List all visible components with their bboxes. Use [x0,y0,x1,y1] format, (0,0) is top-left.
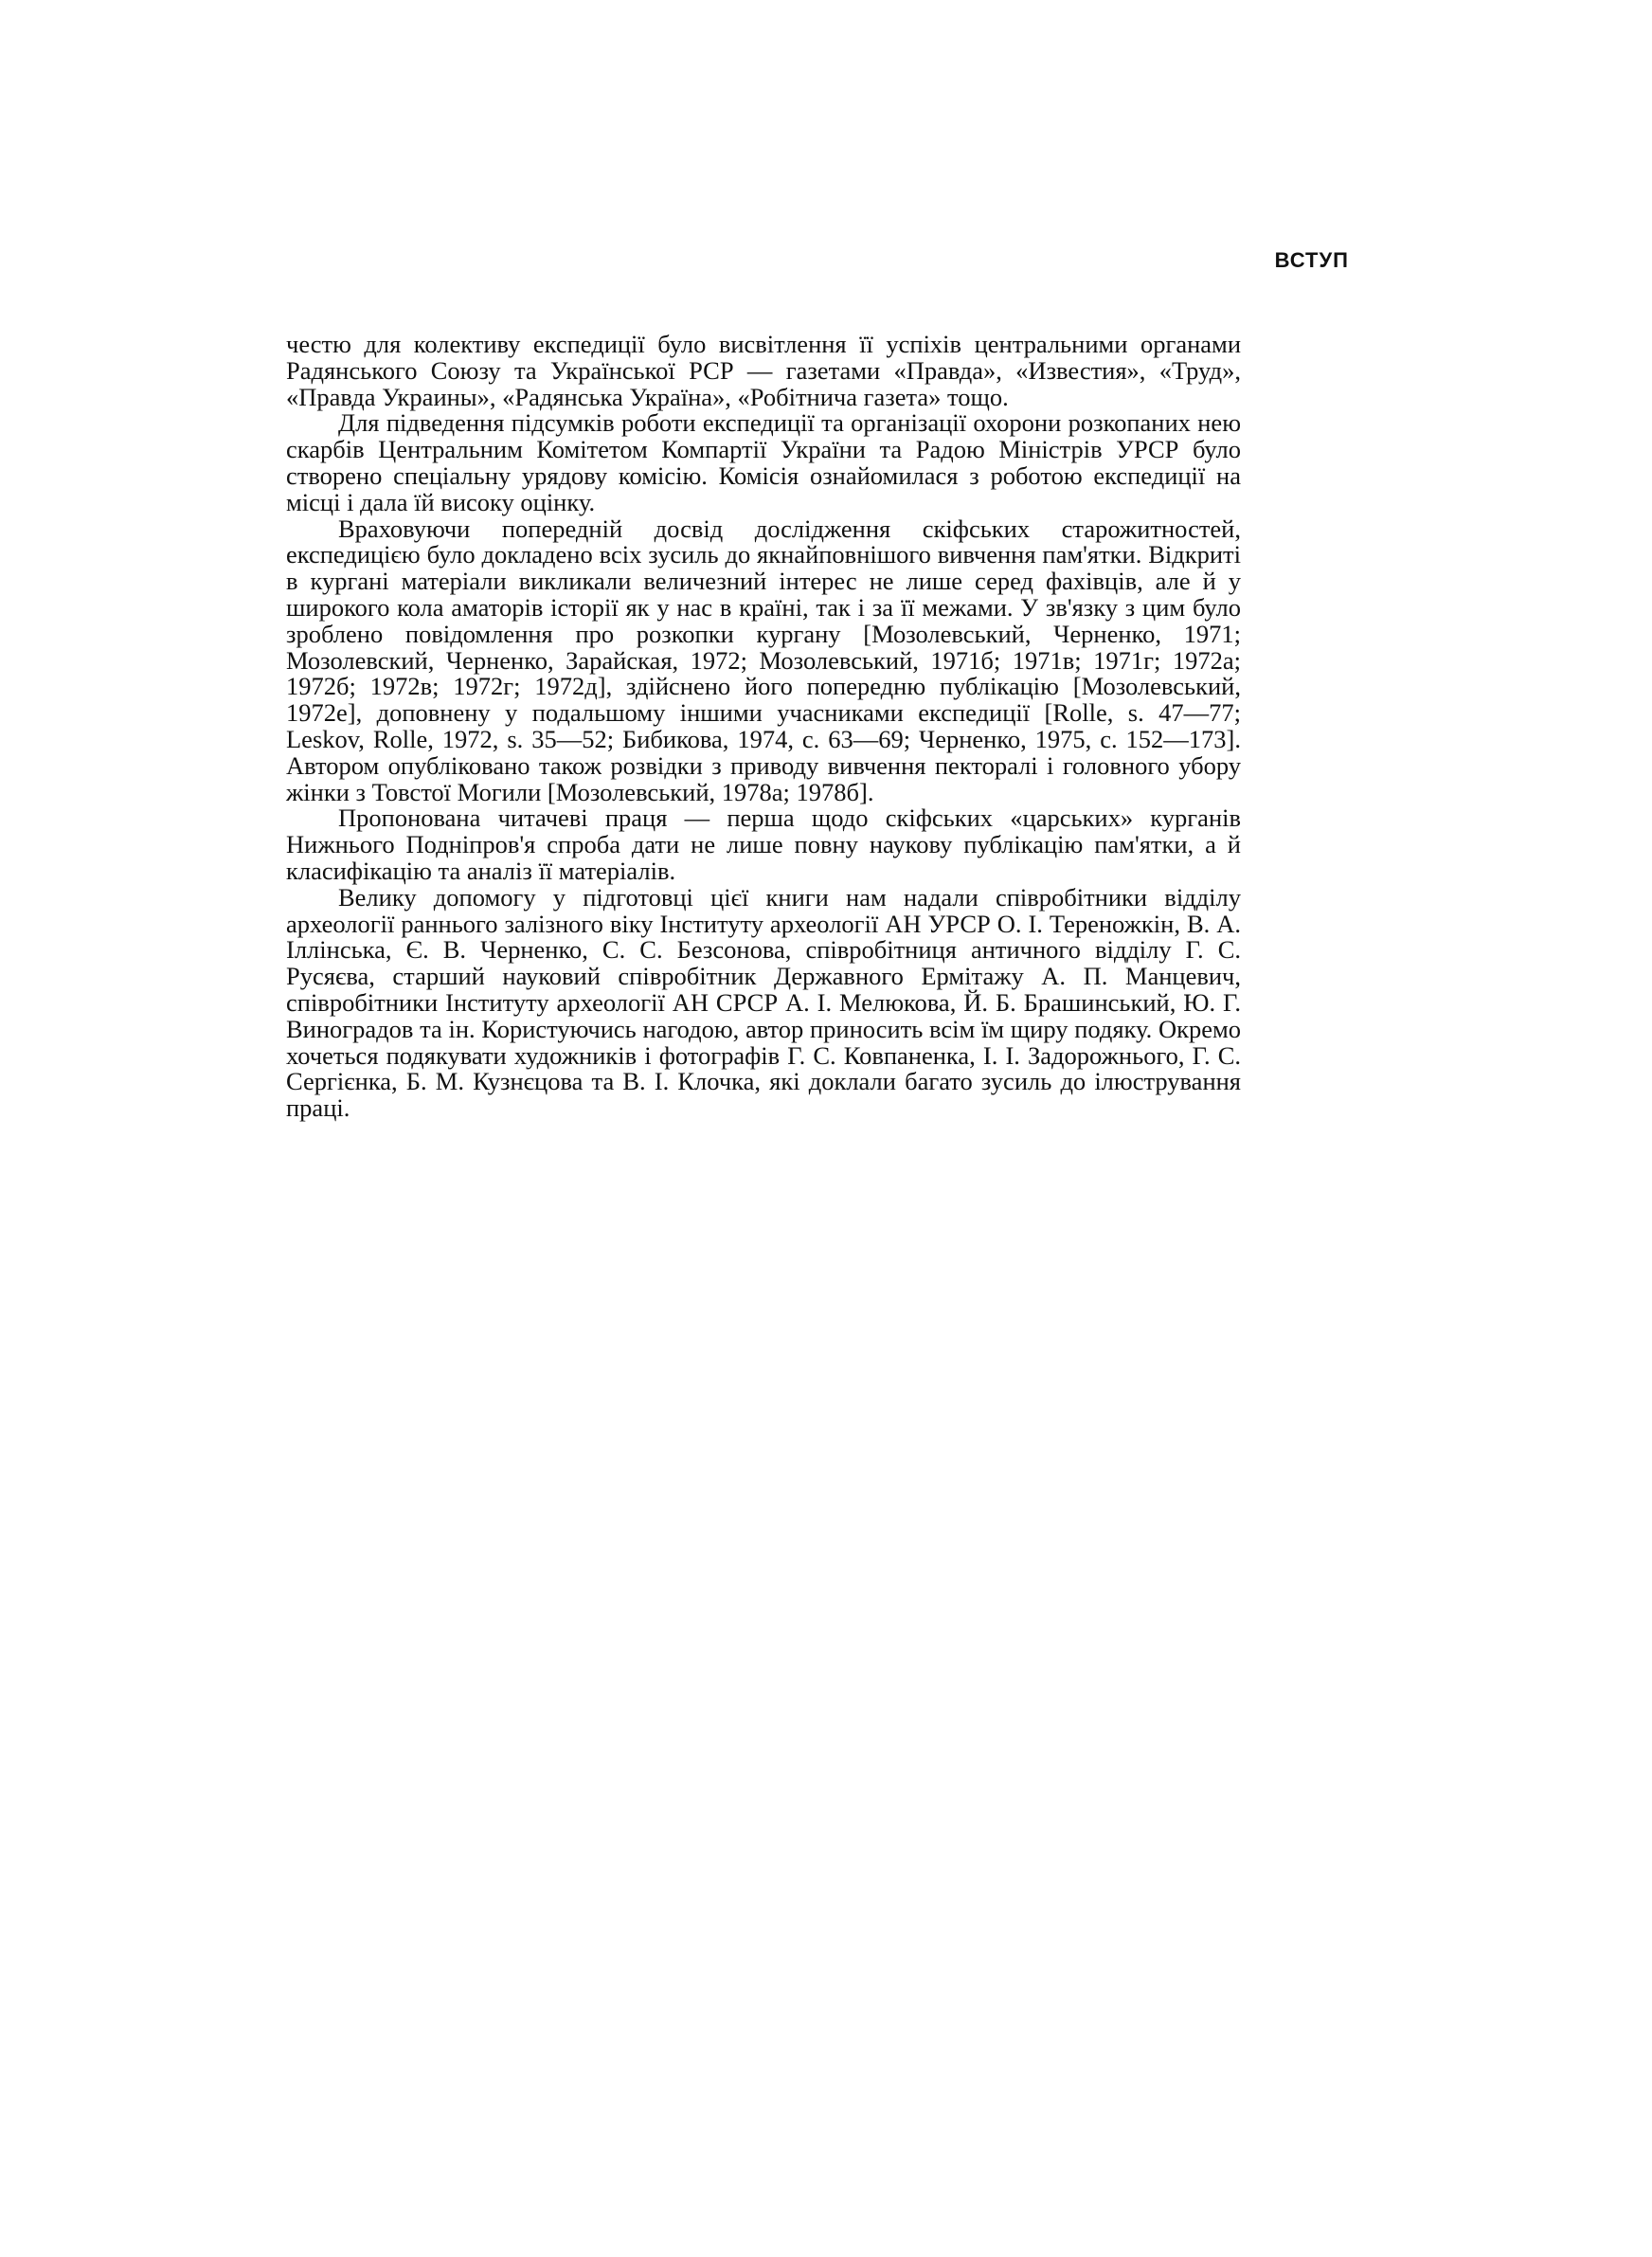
running-header: ВСТУП [1274,248,1349,272]
paragraph: Велику допомогу у підготовці цієї книги нам надали співробітники відділу археології раннього залізного віку Інституту археології АН УРСР О. І. Тереножкін, В. А. Іллінська, Є. В. Черненко, С. С. Безсонова, співробітниця античного відділу Г. С. Русяєва, старший науковий співробітник Державного Ермітажу А. П. Манцевич, співробітники Інституту археології АН СРСР А. І. Мелюкова, Й. Б. Брашинський, Ю. Г. Виноградов та ін. Користуючись нагодою, автор приносить всім їм щиру подяку. Окремо хочеться подякувати художників і фотографів Г. С. Ковпаненка, І. І. Задорожнього, Г. С. Сергієнка, Б. М. Кузнєцова та В. І. Клочка, які доклали багато зусиль до ілюстрування праці. [286,882,1241,1123]
paragraph: Для підведення підсумків роботи експедиції та організації охорони розкопаних нею скарбів Центральним Комітетом Компартії України та Радою Міністрів УРСР було створено спеціальну урядову комісію. Комісія ознайомилася з роботою експедиції на місці і дала їй високу оцінку. [286,408,1241,516]
paragraph-continuation: честю для колективу експедиції було висвітлення її успіхів центральними органами Радянського Союзу та Української РСР — газетами «Правда», «Известия», «Труд», «Правда Украины», «Радянська Україна», «Робітнича газета» тощо. [286,330,1241,411]
body-text [286,332,1241,1122]
paragraph: Пропонована читачеві праця — перша щодо скіфських «царських» курганів Нижнього Подніпров'я спроба дати не лише повну наукову публікацію пам'ятки, а й класифікацію та аналіз її матеріалів. [286,803,1241,885]
paragraph: Враховуючи попередній досвід дослідження скіфських старожитностей, експедицією було докладено всіх зусиль до якнайповнішого вивчення пам'ятки. Відкриті в кургані матеріали викликали величезний інтерес не лише серед фахівців, але й у широкого кола аматорів історії як у нас в країні, так і за її межами. У зв'язку з цим було зроблено повідомлення про розкопки кургану [Мозолевський, Черненко, 1971; Мозолевский, Черненко, Зарайская, 1972; Мозолевський, 1971б; 1971в; 1971г; 1972а; 1972б; 1972в; 1972г; 1972д], здійснено його попередню публікацію [Мозолевський, 1972е], доповнену у подальшому іншими учасниками експедиції [Rolle, s. 47—77; Leskov, Rolle, 1972, s. 35—52; Бибикова, 1974, с. 63—69; Черненко, 1975, с. 152—173]. Автором опубліковано також розвідки з приводу вивчення пекторалі і головного убору жінки з Товстої Могили [Мозолевський, 1978а; 1978б]. [286,514,1241,806]
